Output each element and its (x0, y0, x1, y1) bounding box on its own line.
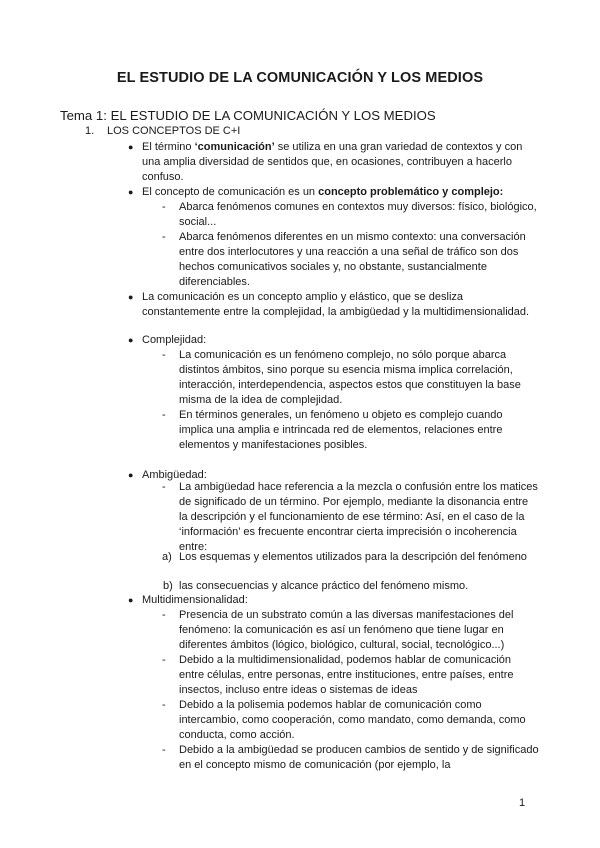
dash-marker: - (162, 654, 166, 666)
subitem-multi-3: Debido a la polisemia podemos hablar de comunicación como intercambio, como cooperación, como mandato, como demanda, como conducta, como acción. (179, 699, 526, 741)
subitem-multi-2: Debido a la multidimensionalidad, podemos hablar de comunicación entre células, entre personas, entre instituciones, entre países, entre insectos, incluso entre ideas o sistemas de ideas (179, 654, 514, 696)
text-run: El término (142, 141, 195, 153)
section-label: LOS CONCEPTOS DE C+I (107, 125, 241, 137)
subitem-complejidad-2: En términos generales, un fenómeno u objeto es complejo cuando implica una amplia e intrincada red de elementos, relaciones entre elementos y manifestaciones posibles. (179, 409, 503, 451)
paragraph-concepto-amplio: La comunicación es un concepto amplio y elástico, que se desliza constantemente entre la complejidad, la ambigüedad y la multidimensionalidad. (142, 291, 530, 318)
ambiguedad-label: Ambigüedad: (142, 469, 207, 481)
subitem-fenomenos-comunes: Abarca fenómenos comunes en contextos muy diversos: físico, biológico, social... (179, 201, 537, 228)
dash-marker: - (162, 481, 166, 493)
page-number: 1 (519, 797, 526, 809)
text-run: El concepto de comunicación es un (142, 186, 319, 198)
dash-marker: - (162, 699, 166, 711)
document-title: EL ESTUDIO DE LA COMUNICACIÓN Y LOS MEDIOS (116, 70, 484, 86)
bullet-icon: ● (128, 292, 134, 302)
text-run: se utiliza en una gran variedad de contextos y con una amplia diversidad de sentidos que, en ocasiones, contribuyen a hacerlo confuso. (142, 141, 523, 183)
bullet-icon: ● (128, 595, 134, 605)
complejidad-label: Complejidad: (142, 334, 207, 346)
list-marker-b: b) (163, 580, 173, 592)
bullet-icon: ● (128, 187, 134, 197)
paragraph-concepto-problematico (142, 185, 537, 200)
section-number: 1. (85, 125, 95, 137)
topic-heading: Tema 1: EL ESTUDIO DE LA COMUNICACIÓN Y LOS MEDIOS (60, 108, 436, 123)
bullet-icon: ● (128, 470, 134, 480)
dash-marker: - (162, 744, 166, 756)
dash-marker: - (162, 409, 166, 421)
bold-term: concepto problemático y complejo: (318, 186, 504, 198)
dash-marker: - (162, 349, 166, 361)
subitem-multi-1: Presencia de un substrato común a las diversas manifestaciones del fenómeno: la comunicación es así un fenómeno que tiene lugar en diferentes ámbitos (lógico, biológico, cultural, social, tecnológico...) (179, 609, 514, 651)
list-marker-a: a) (162, 551, 172, 563)
subitem-complejidad-1: La comunicación es un fenómeno complejo, no sólo porque abarca distintos ámbitos, sino porque su esencia misma implica correlación, interacción, interdependencia, aspectos estos que constituyen la base misma de la idea de complejidad. (179, 349, 521, 406)
subitem-ambiguedad-1: La ambigüedad hace referencia a la mezcla o confusión entre los matices de significado de un término. Por ejemplo, mediante la disonancia entre la descripción y el funcionamiento de ese término: Así, en el caso de la ‘información’ es frecuente encontrar cierta imprecisión o incoherencia entre: (179, 481, 538, 553)
section-heading (85, 125, 240, 137)
dash-marker: - (162, 609, 166, 621)
bullet-icon: ● (128, 335, 134, 345)
bullet-icon: ● (128, 142, 134, 152)
subitem-fenomenos-diferentes: Abarca fenómenos diferentes en un mismo contexto: una conversación entre dos interlocutores y una reacción a una señal de tráfico son dos hechos comunicativos sociales y, no obstante, sustancialmente diferenciables. (179, 231, 526, 288)
paragraph-term-comunicacion (142, 140, 537, 185)
subitem-ambiguedad-a: Los esquemas y elementos utilizados para la descripción del fenómeno (179, 551, 527, 563)
dash-marker: - (162, 201, 166, 213)
subitem-multi-4: Debido a la ambigüedad se producen cambios de sentido y de significado en el concepto mismo de comunicación (por ejemplo, la (179, 744, 539, 771)
subitem-ambiguedad-b: las consecuencias y alcance práctico del fenómeno mismo. (179, 580, 469, 592)
multidimensionalidad-label: Multidimensionalidad: (142, 594, 248, 606)
bold-term: ‘comunicación’ (194, 141, 275, 153)
dash-marker: - (162, 231, 166, 243)
